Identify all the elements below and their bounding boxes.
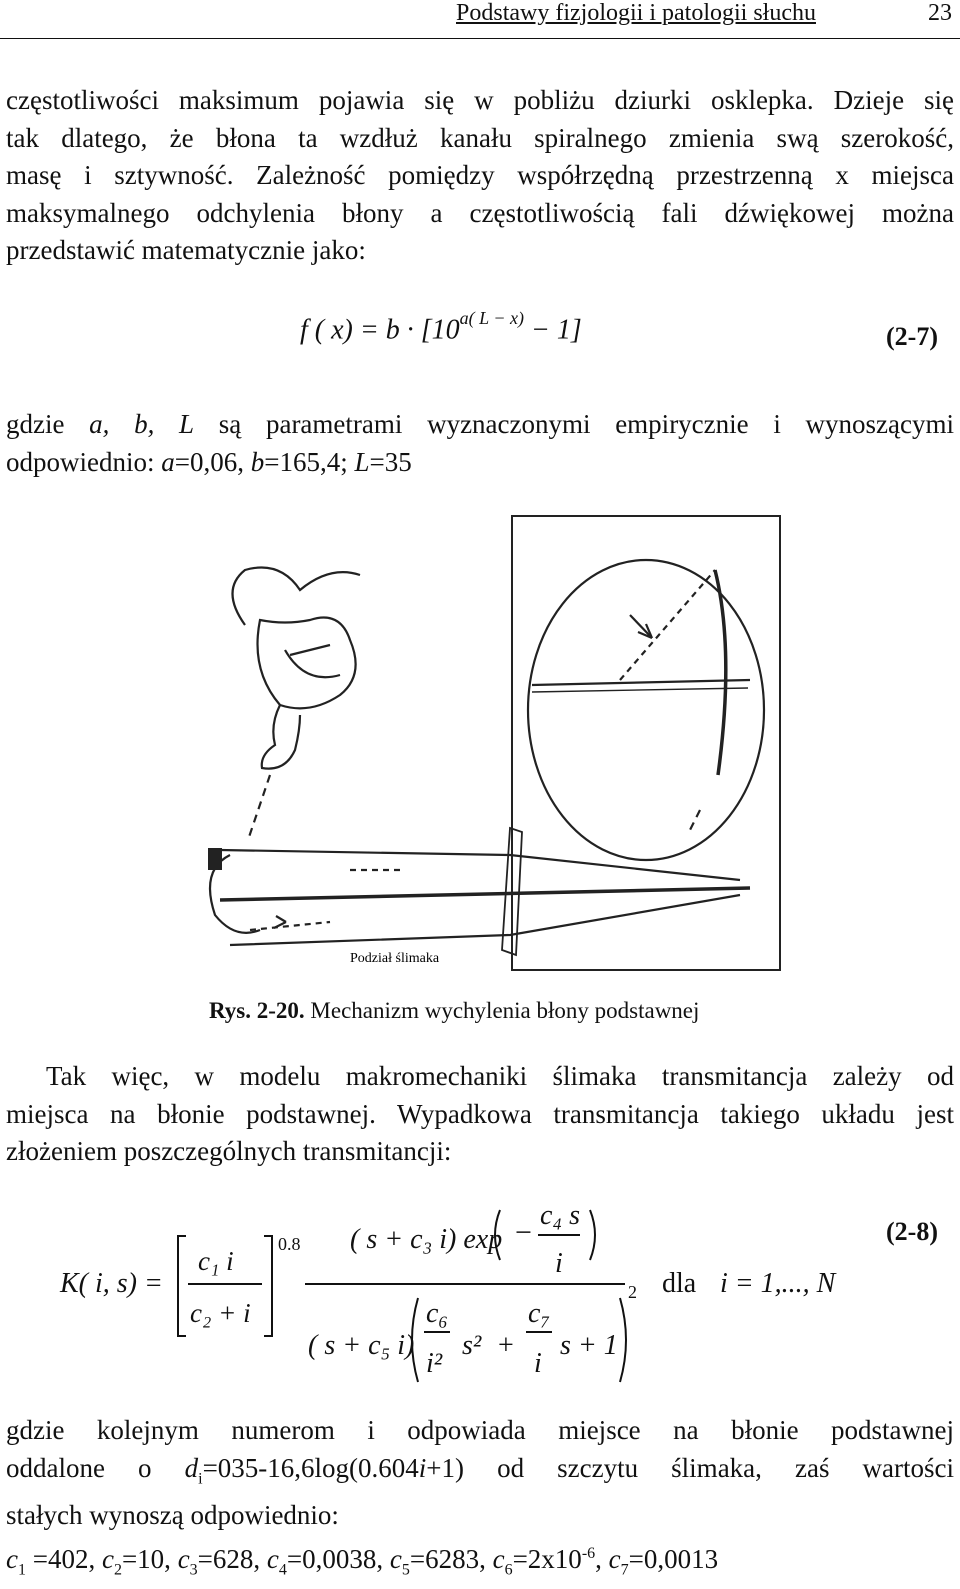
eq2-c7: c₇ <box>528 1298 551 1329</box>
eq2-exp-minus: − <box>515 1216 532 1249</box>
page-number: 23 <box>928 0 952 26</box>
text-line: odpowiednio: a=0,06, b=165,4; L=35 <box>6 446 412 477</box>
equation-2-7 <box>300 308 582 346</box>
equation-number-2-8: (2-8) <box>886 1217 938 1246</box>
eq2-i2: i² <box>426 1348 443 1379</box>
bony-wall <box>715 570 726 775</box>
text-line: częstotliwości maksimum pojawia się w pobliżu dziurki osklepka. Dzieje się <box>6 85 954 115</box>
text-line: przedstawić matematycznie jako: <box>6 235 366 265</box>
stapes-plate <box>208 848 222 870</box>
paragraph-4 <box>6 1412 954 1589</box>
cross-section-outline <box>528 560 764 860</box>
eq2-i: i <box>534 1348 542 1379</box>
constant-c6: $c_6=2x10^{-6}$, <box>492 1543 609 1579</box>
duct-top <box>220 850 740 880</box>
text-line: miejsca na błonie podstawnej. Wypadkowa transmitancja takiego układu jest <box>6 1098 954 1129</box>
running-header <box>456 0 952 27</box>
constant-c4: $c_4=0,0038$, <box>266 1543 390 1579</box>
eq2-lhs: K( i, s) = <box>60 1268 163 1299</box>
eq1-lhs: f ( x) = b · [10 <box>300 314 460 346</box>
stapes <box>262 705 300 769</box>
paragraph-2 <box>6 406 954 481</box>
membrane-line <box>532 680 750 685</box>
cross-section-frame <box>512 516 780 970</box>
text-line: stałych wynoszą odpowiednio: <box>6 1500 339 1531</box>
text-line: tak dlatego, że błona ta wzdłuż kanału spiralnego zmienia swą szerokość, <box>6 122 954 153</box>
eq2-plus: + <box>498 1330 514 1361</box>
arrow <box>630 615 652 638</box>
basilar-membrane <box>220 888 750 900</box>
caption-number: Rys. 2-20. <box>209 998 305 1023</box>
eq2-c6: c₆ <box>426 1298 449 1329</box>
figure-inner-label: Podział ślimaka <box>350 951 440 966</box>
text-line: Tak więc, w modelu makromechaniki ślimaka transmitancja zależy od <box>46 1061 954 1091</box>
eq2-range: i = 1,..., N <box>720 1268 836 1299</box>
cochlea-figure <box>190 510 790 980</box>
caption-text: Mechanizm wychylenia błony podstawnej <box>304 998 700 1023</box>
constant-c7: $c_7=0,0013$ <box>608 1543 719 1579</box>
text-line: masę i sztywność. Zależność pomiędzy współrzędną przestrzenną x miejsca <box>6 160 954 190</box>
eq2-s2: s² <box>462 1330 482 1361</box>
deflected-membrane <box>620 570 715 680</box>
equation-number-2-7: (2-7) <box>886 322 938 351</box>
eq2-den-left: ( s + c₅ i) <box>308 1330 415 1361</box>
eq2-dla: dla <box>662 1268 697 1299</box>
text-line: gdzie a, b, L są parametrami wyznaczonymi empirycznie i wynoszącymi <box>6 409 954 439</box>
eq1-tail: − 1] <box>523 314 582 346</box>
equation-2-8 <box>50 1190 950 1400</box>
header-title: Podstawy fizjologii i patologii słuchu <box>456 0 816 26</box>
eq1-exponent: a( L − x) <box>459 308 524 328</box>
constant-c2: $c_2=10$, <box>101 1543 178 1579</box>
text-line: oddalone o $d_i=035-16,6\log(0.604i+1)$ od szczytu ślimaka, zaś wartości <box>6 1452 954 1487</box>
text-line: gdzie kolejnym numerom i odpowiada miejsce na błonie podstawnej <box>6 1415 954 1445</box>
constant-c1: $c_1 =402$, <box>6 1543 102 1579</box>
constant-c3: $c_3=628$, <box>177 1543 267 1579</box>
duct-bottom <box>230 895 740 945</box>
eq2-frac-num: c₁ i <box>198 1246 234 1276</box>
eq2-exp-num: c₄ s <box>540 1200 581 1231</box>
paragraph-3 <box>6 1058 954 1171</box>
eq2-outer-power: 2 <box>628 1282 637 1302</box>
paragraph-1 <box>6 82 954 270</box>
constants-line <box>6 1535 954 1589</box>
figure-caption <box>209 998 699 1024</box>
text-line: maksymalnego odchylenia błony a częstotliwością fali dźwiękowej można <box>6 197 954 228</box>
eq2-num-left: ( s + c₃ i) exp <box>350 1224 503 1255</box>
header-rule <box>0 38 960 39</box>
eq2-s-plus-1: s + 1 <box>560 1330 618 1361</box>
ossicle-outline <box>258 618 356 709</box>
eq2-frac-den: c₂ + i <box>190 1298 251 1328</box>
eq2-exp-den: i <box>555 1248 563 1279</box>
eq2-power: 0.8 <box>278 1234 301 1254</box>
text-line: złożeniem poszczególnych transmitancji: <box>6 1136 452 1166</box>
constant-c5: $c_5=6283$, <box>389 1543 493 1579</box>
